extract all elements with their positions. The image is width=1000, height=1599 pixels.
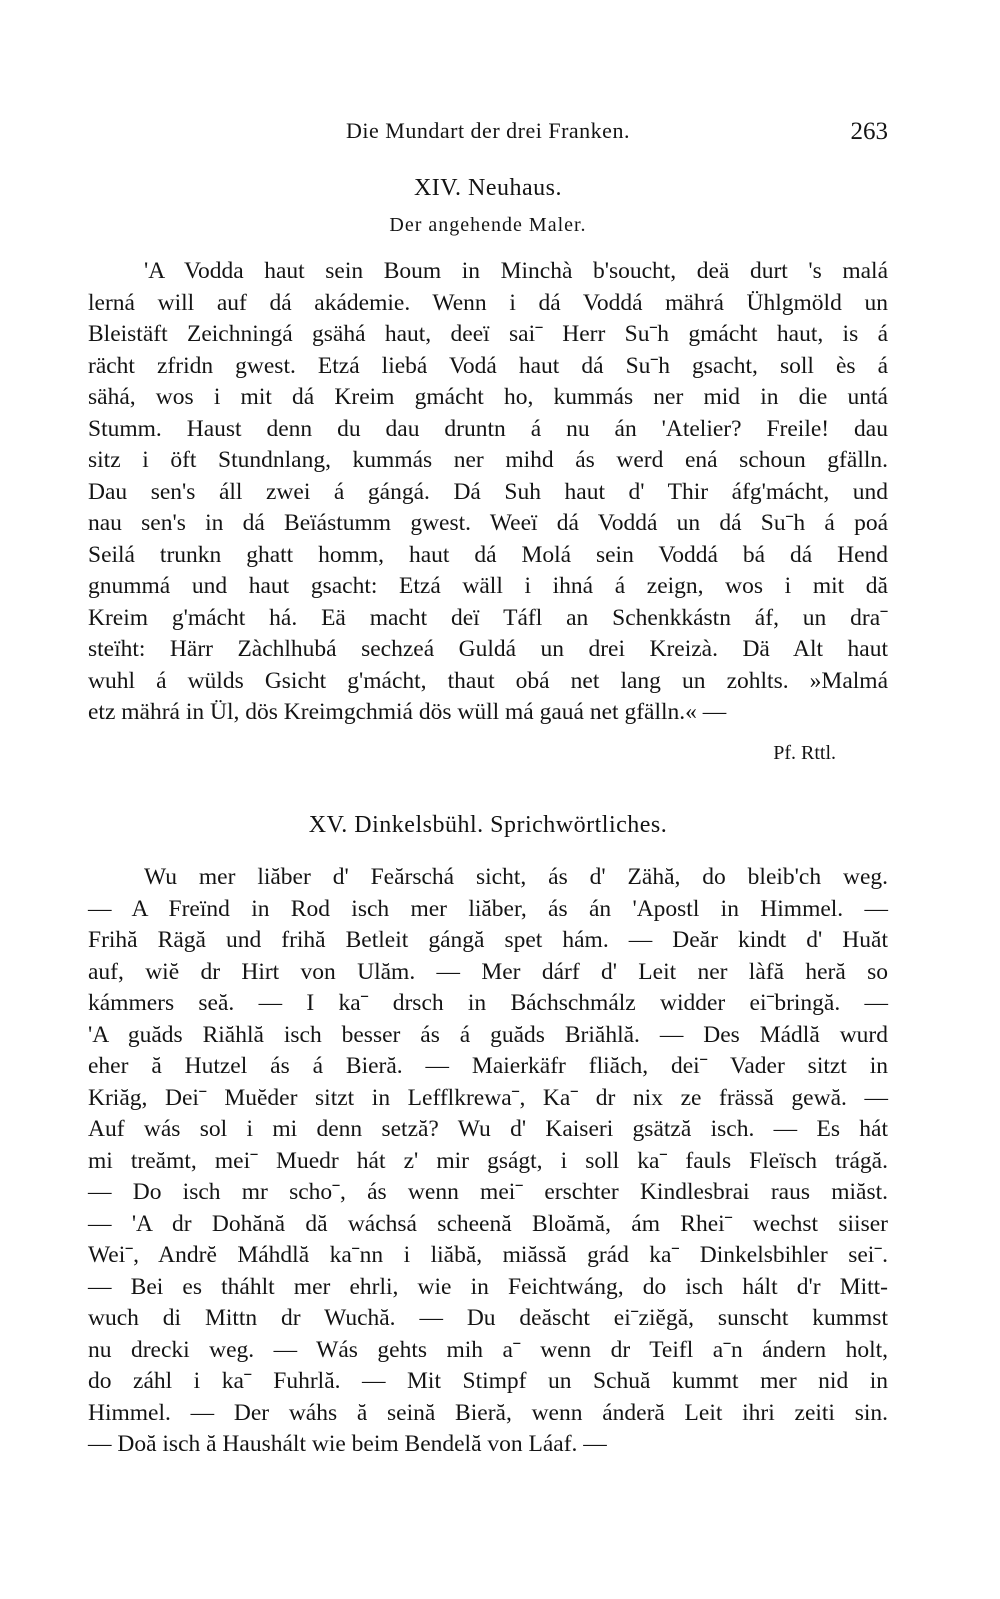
text-line: Bleistäft Zeichningá gsähá haut, deeï saiˉ Herr Suˉh gmácht haut, is á <box>88 321 888 347</box>
text-line: Kriăg, Deiˉ Muĕder sitzt in Lefflkrewaˉ, Kaˉ dr nix ze frässă gewă. — <box>88 1084 888 1111</box>
text-line: Stumm. Haust denn du dau druntn á nu án 'Atelier? Freile! dau <box>88 415 888 442</box>
text-line: Weiˉ, Andrĕ Máhdlă kaˉnn i liăbă, miăssă grád kaˉ Dinkelsbihler seiˉ. <box>88 1242 888 1268</box>
section-heading-neuhaus: XIV. Neuhaus. <box>413 175 563 201</box>
text-line: wuhl á wülds Gsicht g'mácht, thaut obá net lang un zohlts. »Malmá <box>88 667 888 694</box>
text-line: steïht: Härr Zàchlhubá sechzeá Guldá un drei Kreizà. Dä Alt haut <box>88 636 888 662</box>
running-head <box>88 118 888 152</box>
text-line: Seilá trunkn ghatt homm, haut dá Molá sein Voddá bá dá Hend <box>88 541 888 568</box>
text-line: Dau sen's áll zwei á gángá. Dá Suh haut d' Thir áfg'mácht, und <box>88 478 888 505</box>
text-line: Kreim g'mácht há. Eä macht deï Táfl an Schenkkástn áf, un draˉ <box>88 604 888 631</box>
text-line: etz mährá in Ül, dös Kreimgchmiá dös wüll má gauá net gfälln.« — <box>88 699 727 725</box>
text-line: 'A guăds Riăhlă isch besser ás á guăds Briăhlă. — Des Mádlă wurd <box>88 1021 888 1048</box>
text-line: wuch di Mittn dr Wuchă. — Du deăscht eiˉziĕgă, sunscht kummst <box>88 1305 888 1331</box>
text-line: rächt zfridn gwest. Etzá liebá Vodá haut dá Suˉh gsacht, soll ès á <box>88 352 888 379</box>
text-line: sähá, wos i mit dá Kreim gmácht ho, kummás ner mid in die untá <box>88 384 888 410</box>
text-line: — Bei es tháhlt mer ehrli, wie in Feichtwáng, do isch hált d'r Mitt- <box>88 1273 888 1300</box>
running-title: Die Mundart der drei Franken. <box>346 118 630 143</box>
text-line: auf, wiĕ dr Hirt von Ulăm. — Mer dárf d' Leit ner làfă heră so <box>88 958 888 985</box>
section-heading-dinkelsbuehl: XV. Dinkelsbühl. Sprichwörtliches. <box>308 812 668 838</box>
signature-initials <box>88 742 888 765</box>
page-number: 263 <box>850 118 888 145</box>
text-line: Wu mer liăber d' Feărschá sicht, ás d' Zähă, do bleib'ch weg. <box>144 864 888 890</box>
section-subheading-der-angehende-maler: Der angehende Maler. <box>389 214 587 236</box>
text-line: sitz i öft Stundnlang, kummás ner mihd ás werd ená schoun gfälln. <box>88 447 888 473</box>
text-line: 'A Vodda haut sein Boum in Minchà b'soucht, deä durt 's malá <box>144 258 888 284</box>
text-line: nau sen's in dá Beïástumm gwest. Weeï dá Voddá un dá Suˉh á poá <box>88 510 888 536</box>
text-line: do záhl i kaˉ Fuhrlă. — Mit Stimpf un Schuă kummt mer nid in <box>88 1368 888 1394</box>
text-line: — Do isch mr schoˉ, ás wenn meiˉ erschter Kindlesbrai raus miăst. <box>88 1179 888 1205</box>
text-line: — 'A dr Dohănă dă wáchsá scheenă Bloămă, ám Rheiˉ wechst siiser <box>88 1210 888 1237</box>
text-line: — Doă isch ă Haushált wie beim Bendelă von Láaf. — <box>88 1431 607 1457</box>
text-line: eher ă Hutzel ás á Bieră. — Maierkäfr fliăch, deiˉ Vader sitzt in <box>88 1053 888 1079</box>
text-line: lerná will auf dá akádemie. Wenn i dá Voddá mährá Ühlgmöld un <box>88 289 888 316</box>
text-line: mi treămt, meiˉ Muedr hát z' mir gságt, i soll kaˉ fauls Fleïsch trágă. <box>88 1147 888 1174</box>
section-body-dinkelsbuehl <box>88 862 888 1461</box>
text-line: gnummá und haut gsacht: Etzá wäll i ihná á zeign, wos i mit dă <box>88 573 888 599</box>
text-line: Auf wás sol i mi denn setză? Wu d' Kaiseri gsätză isch. — Es hát <box>88 1116 888 1142</box>
text-line: kámmers seă. — I kaˉ drsch in Báchschmálz widder eiˉbringă. — <box>88 990 888 1016</box>
text-line: Frihă Rägă und frihă Betleit gángă spet hám. — Deăr kindt d' Huăt <box>88 927 888 953</box>
signature-text: Pf. Rttl. <box>773 742 836 764</box>
section-body-neuhaus <box>88 256 888 729</box>
text-line: nu drecki weg. — Wás gehts mih aˉ wenn dr Teifl aˉn ándern holt, <box>88 1336 888 1363</box>
text-line: Himmel. — Der wáhs ă seină Bieră, wenn ánderă Leit ihri zeiti sin. <box>88 1399 888 1426</box>
text-line: — A Freïnd in Rod isch mer liăber, ás án 'Apostl in Himmel. — <box>88 895 888 922</box>
